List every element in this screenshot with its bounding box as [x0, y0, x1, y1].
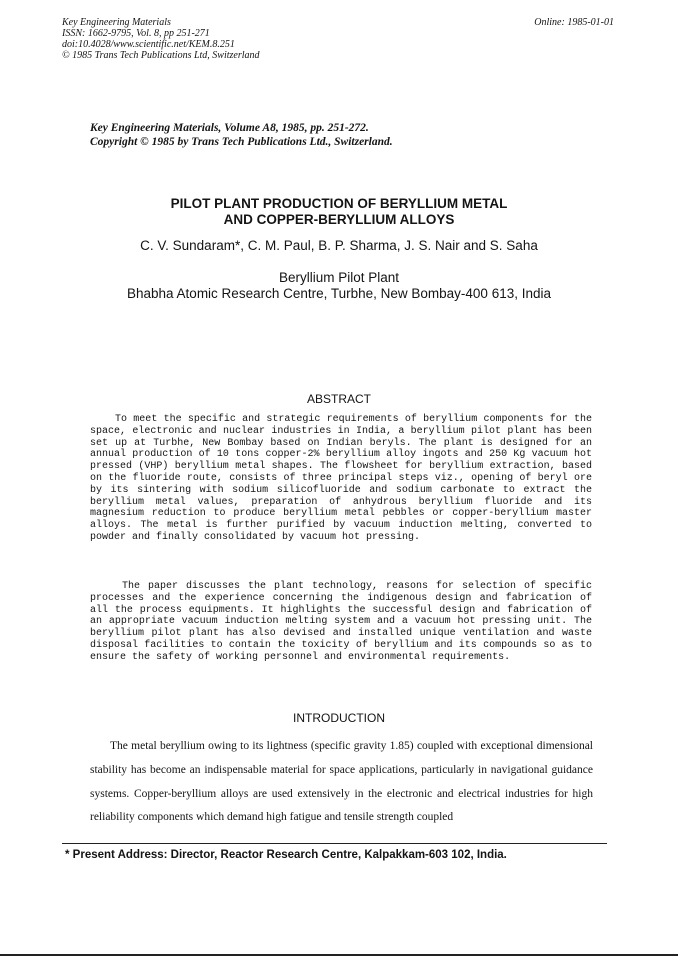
- abstract-paragraph: [90, 414, 592, 544]
- title-line-2: AND COPPER-BERYLLIUM ALLOYS: [223, 212, 455, 227]
- affiliation-line-2: Bhabha Atomic Research Centre, Turbhe, New Bombay-400 613, India: [127, 286, 551, 301]
- doi-line[interactable]: doi:10.4028/www.scientific.net/KEM.8.251: [62, 39, 235, 50]
- abstract-text-1: To meet the specific and strategic requirements of beryllium components for the space, electronic and nuclear industries in India, a beryllium pilot plant has been set up at Turbhe, New Bombay based on Indian beryls. The plant is designed for an annual production of 10 tons copper-2% beryllium alloy ingots and 250 Kg vacuum hot pressed (VHP) beryllium metal shapes. The flowsheet for beryllium extraction, based on the fluoride route, consists of three principal steps viz., opening of beryl ore by its sintering with sodium silicofluoride and sodium carbonate to extract the beryllium metal values, preparation of anhydrous beryllium fluoride and its magnesium reduction to produce beryllium metal pebbles or copper-beryllium master alloys. The metal is further purified by vacuum induction melting, converted to powder and finally consolidated by vacuum hot pressing.: [90, 414, 592, 543]
- title-line-1: PILOT PLANT PRODUCTION OF BERYLLIUM METAL: [170, 196, 508, 211]
- affiliation-line-1: Beryllium Pilot Plant: [278, 270, 400, 285]
- page-bottom-rule: [0, 954, 678, 956]
- journal-copyright-line: Copyright © 1985 by Trans Tech Publications Ltd., Switzerland.: [90, 135, 393, 148]
- issn-line: ISSN: 1662-9795, Vol. 8, pp 251-271: [62, 28, 210, 39]
- publication-metadata: [62, 17, 260, 61]
- journal-name: Key Engineering Materials: [62, 17, 171, 28]
- footnote-divider: [62, 843, 607, 844]
- author-list: C. V. Sundaram*, C. M. Paul, B. P. Sharma, J. S. Nair and S. Saha: [140, 238, 538, 253]
- footnote: * Present Address: Director, Reactor Research Centre, Kalpakkam-603 102, India.: [65, 849, 507, 861]
- abstract-text-2: The paper discusses the plant technology, reasons for selection of specific processes and the experience concerning the indigenous design and fabrication of all the process equipments. It highlights the successful design and fabrication of an appropriate vacuum induction melting system and a vacuum hot pressing unit. The beryllium pilot plant has also devised and installed unique ventilation and waste disposal facilities to contain the toxicity of beryllium and its compounds so as to ensure the safety of working personnel and environmental requirements.: [90, 581, 592, 663]
- affiliation: [0, 270, 678, 302]
- journal-reference: [90, 122, 393, 149]
- abstract-paragraph: [90, 581, 592, 664]
- abstract-heading: ABSTRACT: [306, 392, 371, 406]
- introduction-heading: INTRODUCTION: [293, 711, 385, 725]
- introduction-paragraph: [90, 735, 593, 830]
- copyright-line: © 1985 Trans Tech Publications Ltd, Switzerland: [62, 50, 260, 61]
- paper-title: [0, 196, 678, 228]
- journal-reference-line: Key Engineering Materials, Volume A8, 1985, pp. 251-272.: [90, 122, 369, 134]
- introduction-text: The metal beryllium owing to its lightness (specific gravity 1.85) coupled with exceptional dimensional stability has become an indispensable material for space applications, particularly in navigational guidance systems. Copper-beryllium alloys are used extensively in the electronic and electrical industries for high reliability components which demand high fatigue and tensile strength coupled: [90, 740, 593, 824]
- online-date: Online: 1985-01-01: [534, 17, 614, 28]
